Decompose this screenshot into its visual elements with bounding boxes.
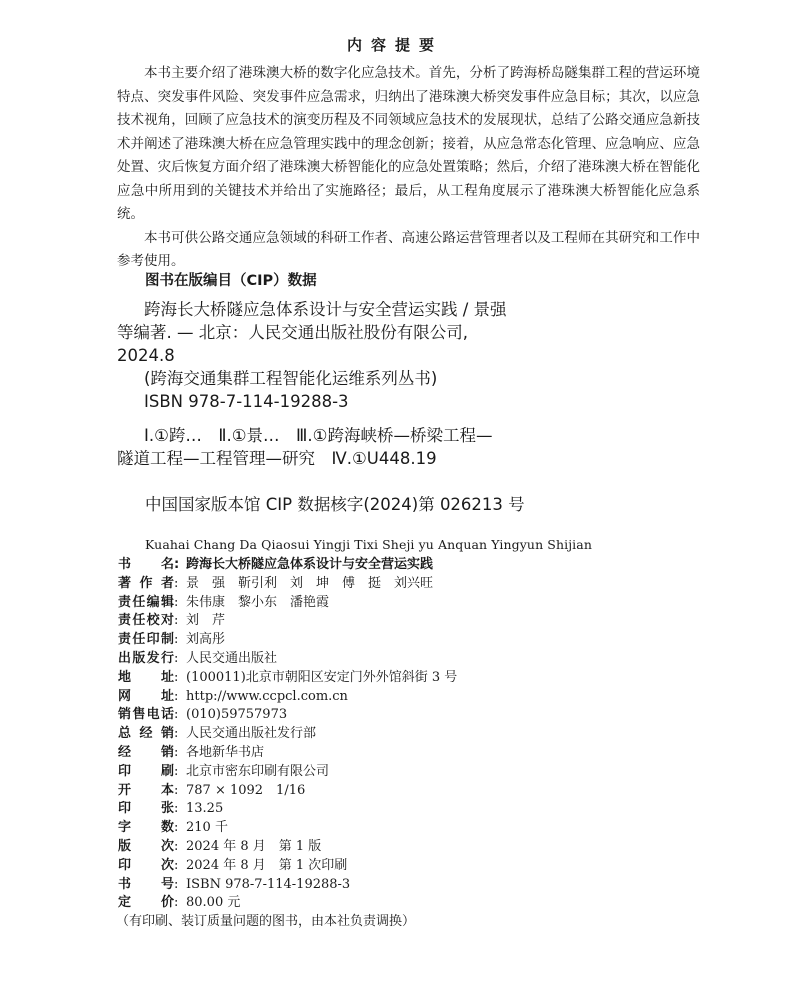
cip-line: 等编著. — 北京：人民交通出版社股份有限公司, <box>117 323 468 342</box>
info-label: 网址 <box>118 688 174 704</box>
info-row-printer: 印刷 : 北京市密东印刷有限公司 <box>118 763 718 782</box>
info-label: 地址 <box>118 669 174 685</box>
info-value: 北京市密东印刷有限公司 <box>186 763 330 779</box>
info-label: 字数 <box>118 820 174 836</box>
info-value: 13.25 <box>186 801 224 817</box>
info-row-publisher: 出版发行 : 人民交通出版社 <box>118 650 718 669</box>
info-row-format: 开本 : 787 × 1092 1/16 <box>118 782 718 801</box>
info-label: 开本 <box>118 782 174 798</box>
info-label: 定价 <box>118 895 174 911</box>
info-row-word-count: 字数 : 210 千 <box>118 819 718 838</box>
cip-line: ISBN 978-7-114-19288-3 <box>144 392 349 411</box>
info-row-edition: 版次 : 2024 年 8 月 第 1 版 <box>118 838 718 857</box>
info-value: 人民交通出版社发行部 <box>186 726 317 742</box>
info-row-sales-phone: 销售电话 : (010)59757973 <box>118 706 718 725</box>
info-label: 销售电话 <box>118 707 174 723</box>
info-label: 印次 <box>118 857 174 873</box>
info-row-printing-supervisor: 责任印制 : 刘高彤 <box>118 631 718 650</box>
info-label: 印张 <box>118 801 174 817</box>
info-label: 责任校对 <box>118 613 174 629</box>
info-label: 著作者 <box>118 575 174 591</box>
info-row-price: 定价 : 80.00 元 <box>118 894 718 913</box>
info-row-sheets: 印张 : 13.25 <box>118 800 718 819</box>
info-label: 版次 <box>118 838 174 854</box>
publication-info <box>118 556 718 932</box>
info-row-proofreader: 责任校对 : 刘 芹 <box>118 612 718 631</box>
info-row-authors: 著作者 : 景 强 靳引利 刘 坤 傅 挺 刘兴旺 <box>118 575 718 594</box>
info-value: 2024 年 8 月 第 1 次印刷 <box>186 857 348 873</box>
info-row-impression: 印次 : 2024 年 8 月 第 1 次印刷 <box>118 857 718 876</box>
cip-line: (跨海交通集群工程智能化运维系列丛书) <box>144 369 438 388</box>
info-label: 经销 <box>118 744 174 760</box>
cip-line: Ⅰ.①跨… Ⅱ.①景… Ⅲ.①跨海峡桥—桥梁工程— <box>144 426 493 445</box>
cip-line: 跨海长大桥隧应急体系设计与安全营运实践 / 景强 <box>144 300 507 319</box>
quality-footnote: （有印刷、装订质量问题的图书，由本社负责调换） <box>116 914 416 930</box>
info-label: 书名 <box>118 557 174 572</box>
info-row-website: 网址 : http://www.ccpcl.com.cn <box>118 688 718 707</box>
info-value: (100011)北京市朝阳区安定门外外馆斜街 3 号 <box>186 669 458 685</box>
info-value: 人民交通出版社 <box>186 650 278 666</box>
cip-heading: 图书在版编目（CIP）数据 <box>145 273 317 289</box>
info-row-distributor: 总经销 : 人民交通出版社发行部 <box>118 725 718 744</box>
cip-line: 2024.8 <box>117 346 175 365</box>
info-value: 787 × 1092 1/16 <box>186 782 306 798</box>
info-label: 总经销 <box>118 726 174 742</box>
cip-nlc-number: 中国国家版本馆 CIP 数据核字(2024)第 026213 号 <box>145 495 525 514</box>
info-row-address: 地址 : (100011)北京市朝阳区安定门外外馆斜街 3 号 <box>118 669 718 688</box>
info-label: 印刷 <box>118 763 174 779</box>
info-value: ISBN 978-7-114-19288-3 <box>186 876 351 892</box>
info-value: 210 千 <box>186 820 228 836</box>
info-value: 景 强 靳引利 刘 坤 傅 挺 刘兴旺 <box>186 575 434 591</box>
summary-paragraph: 本书可供公路交通应急领域的科研工作者、高速公路运营管理者以及工程师在其研究和工作中参考使用。 <box>117 229 700 269</box>
info-row-title: 书名 : 跨海长大桥隧应急体系设计与安全营运实践 <box>118 556 718 575</box>
summary-body <box>117 62 700 274</box>
info-label: 出版发行 <box>118 650 174 666</box>
info-value: 80.00 元 <box>186 895 241 911</box>
info-value: http://www.ccpcl.com.cn <box>186 688 348 704</box>
info-value: 刘高彤 <box>186 632 226 648</box>
summary-paragraph: 本书主要介绍了港珠澳大桥的数字化应急技术。首先，分析了跨海桥岛隧集群工程的营运环境特点、突发事件风险、突发事件应急需求，归纳出了港珠澳大桥突发事件应急目标；其次，以应急技术视角，回顾了应急技术的演变历程及不同领域应急技术的发展现状，总结了公路交通应急新技术并阐述了港珠澳大桥在应急管理实践中的理念创新；接着，从应急常态化管理、应急响应、应急处置、灾后恢复方面介绍了港珠澳大桥智能化的应急处置策略；然后，介绍了港珠澳大桥在智能化应急中所用到的关键技术并给出了实施路径；最后，从工程角度展示了港珠澳大桥智能化应急系统。 <box>117 65 700 222</box>
info-row-retailer: 经销 : 各地新华书店 <box>118 744 718 763</box>
info-label: 责任编辑 <box>118 594 174 610</box>
info-label: 书号 <box>118 876 174 892</box>
summary-title: 内容提要 <box>346 36 443 54</box>
info-value: 2024 年 8 月 第 1 版 <box>186 838 322 854</box>
cip-record <box>117 298 677 470</box>
cip-line: 隧道工程—工程管理—研究 Ⅳ.①U448.19 <box>117 449 437 468</box>
info-row-editors: 责任编辑 : 朱伟康 黎小东 潘艳霞 <box>118 594 718 613</box>
info-value: 朱伟康 黎小东 潘艳霞 <box>186 594 330 610</box>
info-row-isbn: 书号 : ISBN 978-7-114-19288-3 <box>118 876 718 895</box>
info-value: (010)59757973 <box>186 707 288 723</box>
info-value: 跨海长大桥隧应急体系设计与安全营运实践 <box>186 557 434 572</box>
info-value: 刘 芹 <box>186 613 226 629</box>
info-label: 责任印制 <box>118 632 174 648</box>
pinyin-title: Kuahai Chang Da Qiaosui Yingji Tixi Sheji yu Anquan Yingyun Shijian <box>145 537 592 552</box>
info-value: 各地新华书店 <box>186 744 265 760</box>
